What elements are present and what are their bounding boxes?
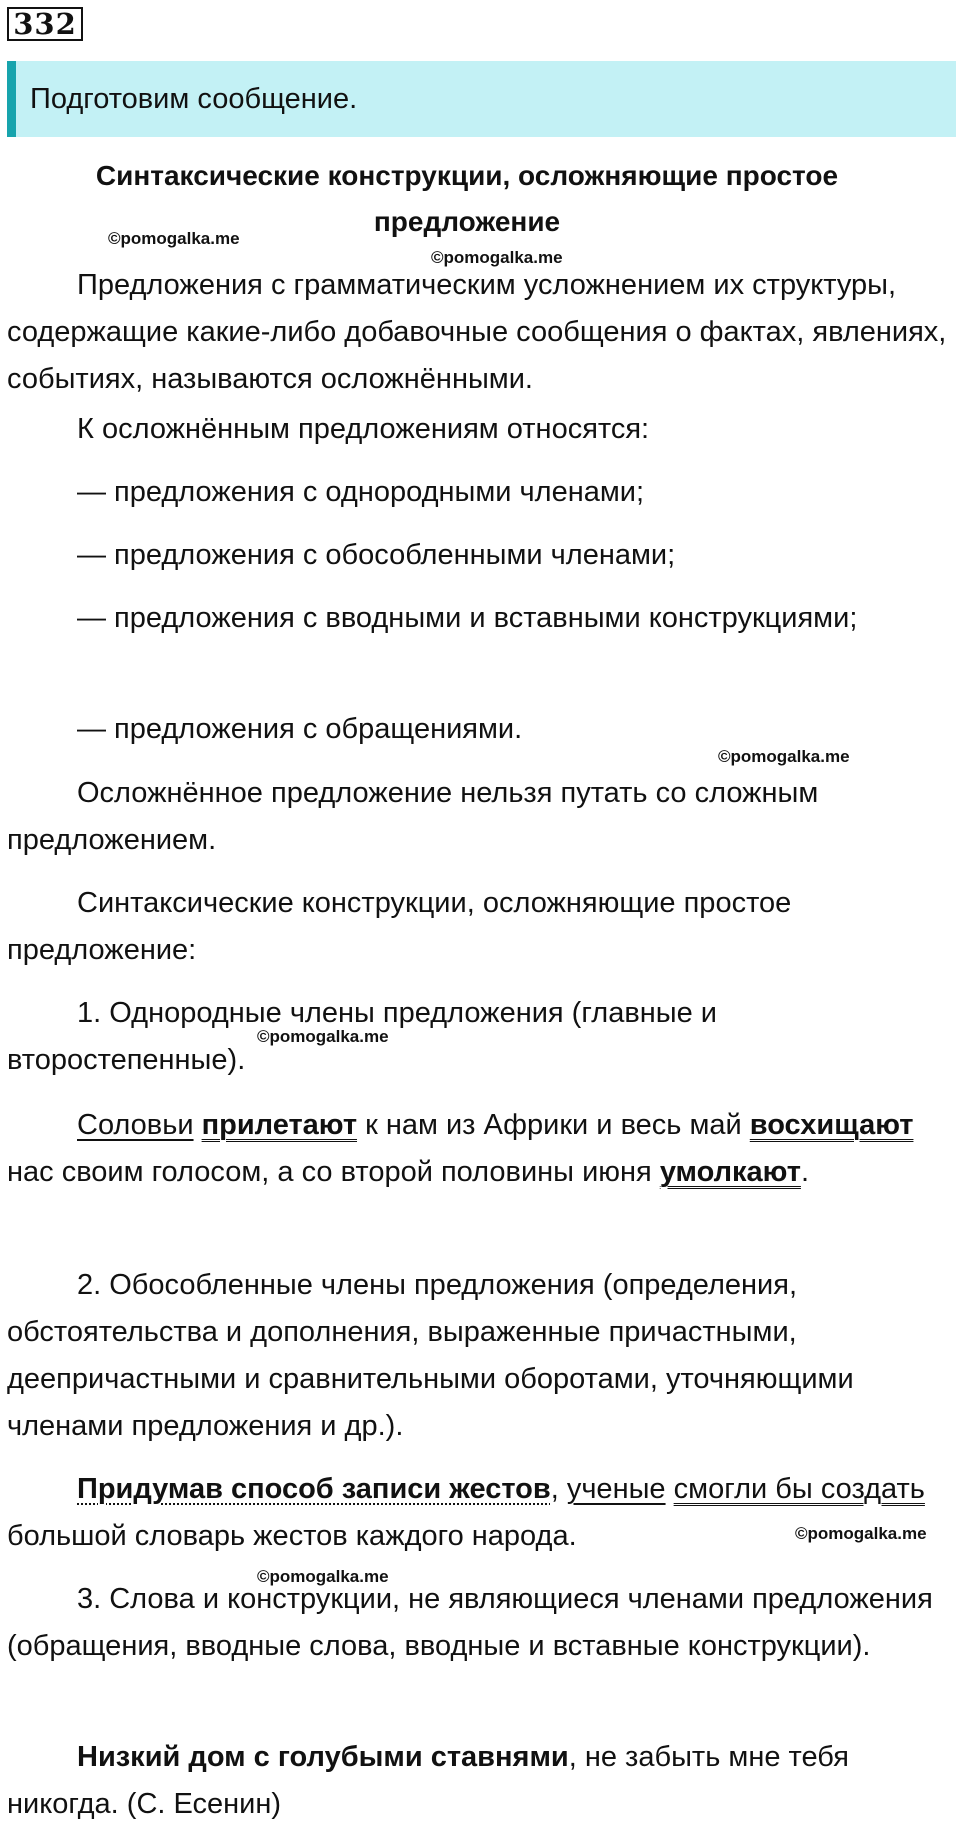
list-item-address: — предложения с обращениями.: [77, 713, 523, 745]
example-3-address: Низкий дом с голубыми ставнями: [77, 1741, 569, 1773]
watermark: ©pomogalka.me: [257, 1567, 389, 1586]
watermark: ©pomogalka.me: [718, 747, 850, 766]
example-3: Низкий дом с голубыми ставнями, не забыть мне тебя никогда. (С. Есенин): [7, 1741, 849, 1820]
example-1-predicate-2: восхищают: [749, 1109, 914, 1141]
list-item-introductory: — предложения с вводными и вставными конструкциями;: [77, 602, 858, 634]
paragraph-note: Осложнённое предложение нельзя путать со сложным предложением.: [7, 777, 819, 856]
example-2-subject: ученые: [566, 1473, 666, 1505]
paragraph-item-3: 3. Слова и конструкции, не являющиеся членами предложения (обращения, вводные слова, вводные и вставные конструкции).: [7, 1583, 933, 1662]
paragraph-list-intro: К осложнённым предложениям относятся:: [77, 413, 650, 445]
example-1-predicate-1: прилетают: [201, 1109, 358, 1141]
example-1: Соловьи прилетают к нам из Африки и весь май восхищают нас своим голосом, а со второй половины июня умолкают.: [7, 1109, 914, 1188]
example-2-predicate: смогли бы создать: [673, 1473, 925, 1505]
example-1-subject: Соловьи: [77, 1109, 194, 1141]
example-2: Придумав способ записи жестов, ученые смогли бы создать большой словарь жестов каждого народа.: [7, 1473, 925, 1552]
section-title-line1: Синтаксические конструкции, осложняющие простое: [95, 160, 839, 191]
watermark: ©pomogalka.me: [431, 248, 563, 267]
watermark: ©pomogalka.me: [108, 229, 240, 248]
paragraph-item-1: 1. Однородные члены предложения (главные и второстепенные).: [7, 997, 717, 1076]
paragraph-constructions-intro: Синтаксические конструкции, осложняющие простое предложение:: [7, 887, 792, 966]
paragraph-intro: Предложения с грамматическим усложнением их структуры, содержащие какие-либо добавочные сообщения о фактах, явлениях, событиях, называются осложнёнными.: [7, 269, 947, 395]
watermark: ©pomogalka.me: [257, 1027, 389, 1046]
watermark: ©pomogalka.me: [795, 1524, 927, 1543]
example-2-participial-clause: Придумав способ записи жестов: [77, 1473, 551, 1505]
list-item-homogeneous: — предложения с однородными членами;: [77, 476, 645, 508]
task-banner: Подготовим сообщение.: [7, 61, 956, 137]
list-item-isolated: — предложения с обособленными членами;: [77, 539, 676, 571]
paragraph-item-2: 2. Обособленные члены предложения (определения, обстоятельства и дополнения, выраженные причастными, деепричастными и сравнительными оборотами, уточняющими членами предложения и др.).: [7, 1269, 854, 1442]
section-title-line2: предложение: [373, 206, 561, 237]
example-1-predicate-3: умолкают: [659, 1156, 801, 1188]
task-number: 332: [7, 7, 83, 41]
